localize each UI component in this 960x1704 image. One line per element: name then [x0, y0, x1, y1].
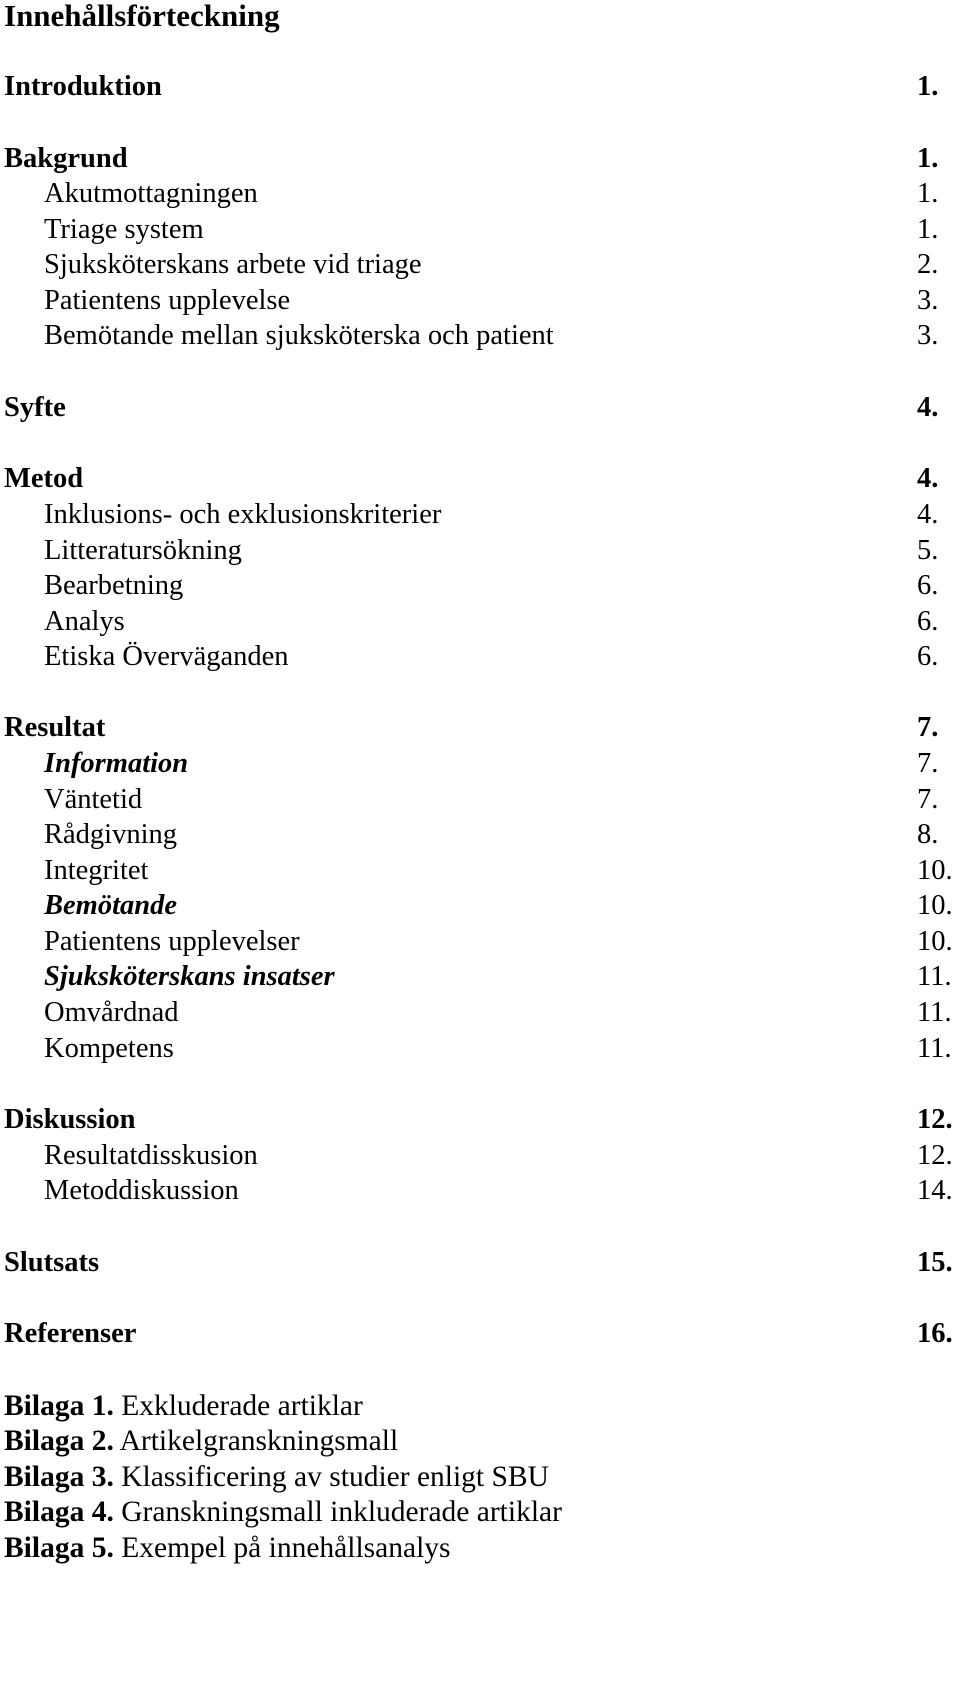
toc-entry-label: Integritet — [44, 855, 149, 886]
toc-entry-label: Referenser — [4, 1318, 137, 1349]
toc-subentry — [4, 1030, 960, 1068]
appendix-key: Bilaga 2. — [4, 1425, 114, 1457]
toc-subentry — [4, 282, 960, 320]
toc-subentry — [4, 175, 960, 213]
toc-entry-page: 1. — [917, 71, 939, 102]
toc-entry-page: 11. — [917, 1033, 952, 1064]
appendix-entry — [4, 1458, 944, 1496]
appendix-key: Bilaga 1. — [4, 1390, 114, 1422]
toc-entry-label: Litteratursökning — [44, 535, 242, 566]
toc-entry-label: Metod — [4, 463, 84, 494]
toc-entry-label: Akutmottagningen — [44, 178, 258, 209]
appendix-key: Bilaga 3. — [4, 1461, 114, 1493]
toc-entry-page: 8. — [917, 819, 939, 850]
toc-entry-metod — [4, 460, 960, 498]
toc-entry-resultat — [4, 709, 960, 747]
toc-entry-label: Patientens upplevelser — [44, 926, 300, 957]
toc-entry-bakgrund — [4, 140, 960, 178]
appendix-title: Exkluderade artiklar — [121, 1390, 363, 1422]
toc-entry-label: Patientens upplevelse — [44, 285, 291, 316]
toc-entry-label: Rådgivning — [44, 819, 177, 850]
toc-entry-label: Bearbetning — [44, 570, 184, 601]
toc-subentry — [4, 1172, 960, 1210]
toc-entry-label: Information — [44, 748, 189, 779]
toc-entry-label: Resultat — [4, 712, 106, 743]
toc-entry-label: Metoddiskussion — [44, 1175, 239, 1206]
toc-entry-label: Sjuksköterskans arbete vid triage — [44, 249, 422, 280]
appendix-title: Klassificering av studier enligt SBU — [121, 1461, 549, 1493]
toc-entry-syfte — [4, 389, 960, 427]
toc-entry-page: 12. — [917, 1140, 953, 1171]
toc-entry-label: Bemötande — [44, 890, 177, 921]
toc-entry-label: Resultatdisskusion — [44, 1140, 258, 1171]
toc-entry-label: Omvårdnad — [44, 997, 179, 1028]
toc-entry-referenser — [4, 1315, 960, 1353]
toc-subentry — [4, 567, 960, 605]
toc-subentry — [4, 816, 960, 854]
toc-entry-page: 15. — [917, 1247, 953, 1278]
toc-entry-page: 5. — [917, 535, 939, 566]
toc-entry-label: Slutsats — [4, 1247, 100, 1278]
toc-entry-label: Inklusions- och exklusionskriterier — [44, 499, 442, 530]
toc-entry-page: 11. — [917, 961, 952, 992]
appendix-key: Bilaga 5. — [4, 1532, 114, 1564]
toc-entry-label: Etiska Överväganden — [44, 641, 289, 672]
toc-entry-label: Syfte — [4, 392, 66, 423]
toc-entry-diskussion — [4, 1101, 960, 1139]
toc-entry-label: Diskussion — [4, 1104, 136, 1135]
appendix-entry — [4, 1422, 944, 1460]
appendix-title: Granskningsmall inkluderade artiklar — [121, 1496, 562, 1528]
toc-subentry — [4, 211, 960, 249]
toc-entry-page: 1. — [917, 214, 939, 245]
toc-entry-page: 2. — [917, 249, 939, 280]
toc-entry-page: 7. — [917, 784, 939, 815]
appendix-entry — [4, 1387, 944, 1425]
toc-subentry — [4, 317, 960, 355]
toc-entry-page: 6. — [917, 641, 939, 672]
appendix-entry — [4, 1493, 944, 1531]
toc-subentry — [4, 923, 960, 961]
toc-entry-page: 12. — [917, 1104, 953, 1135]
toc-subentry — [4, 745, 960, 783]
toc-entry-page: 10. — [917, 926, 953, 957]
toc-title — [4, 0, 960, 35]
appendix-entry — [4, 1529, 944, 1567]
toc-entry-page: 16. — [917, 1318, 953, 1349]
toc-entry-label: Kompetens — [44, 1033, 174, 1064]
toc-entry-page: 6. — [917, 570, 939, 601]
toc-entry-label: Introduktion — [4, 71, 162, 102]
page-title: Innehållsförteckning — [4, 0, 280, 33]
toc-entry-label: Väntetid — [44, 784, 143, 815]
toc-subentry — [4, 781, 960, 819]
toc-subentry — [4, 852, 960, 890]
toc-entry-label: Bakgrund — [4, 143, 128, 174]
toc-subentry — [4, 638, 960, 676]
toc-entry-page: 10. — [917, 855, 953, 886]
toc-entry-page: 1. — [917, 178, 939, 209]
toc-subentry — [4, 496, 960, 534]
appendix-title: Artikelgranskningsmall — [119, 1425, 399, 1457]
toc-entry-page: 4. — [917, 499, 939, 530]
toc-entry-slutsats — [4, 1244, 960, 1282]
toc-entry-page: 6. — [917, 606, 939, 637]
toc-subentry — [4, 603, 960, 641]
toc-subentry — [4, 994, 960, 1032]
toc-subentry — [4, 532, 960, 570]
toc-entry-label: Triage system — [44, 214, 204, 245]
appendix-key: Bilaga 4. — [4, 1496, 114, 1528]
appendix-title: Exempel på innehållsanalys — [121, 1532, 451, 1564]
toc-entry-label: Analys — [44, 606, 125, 637]
toc-entry-page: 1. — [917, 143, 939, 174]
toc-entry-page: 11. — [917, 997, 952, 1028]
toc-entry-label: Bemötande mellan sjuksköterska och patient — [44, 320, 554, 351]
toc-entry-label: Sjuksköterskans insatser — [44, 961, 335, 992]
toc-subentry — [4, 1137, 960, 1175]
toc-entry-page: 4. — [917, 392, 939, 423]
toc-subentry — [4, 958, 960, 996]
toc-entry-page: 4. — [917, 463, 939, 494]
toc-subentry — [4, 246, 960, 284]
toc-entry-page: 3. — [917, 285, 939, 316]
toc-entry-page: 10. — [917, 890, 953, 921]
toc-entry-introduktion — [4, 68, 960, 106]
toc-subentry — [4, 887, 960, 925]
toc-entry-page: 3. — [917, 320, 939, 351]
toc-entry-page: 7. — [917, 748, 939, 779]
toc-entry-page: 7. — [917, 712, 939, 743]
toc-entry-page: 14. — [917, 1175, 953, 1206]
